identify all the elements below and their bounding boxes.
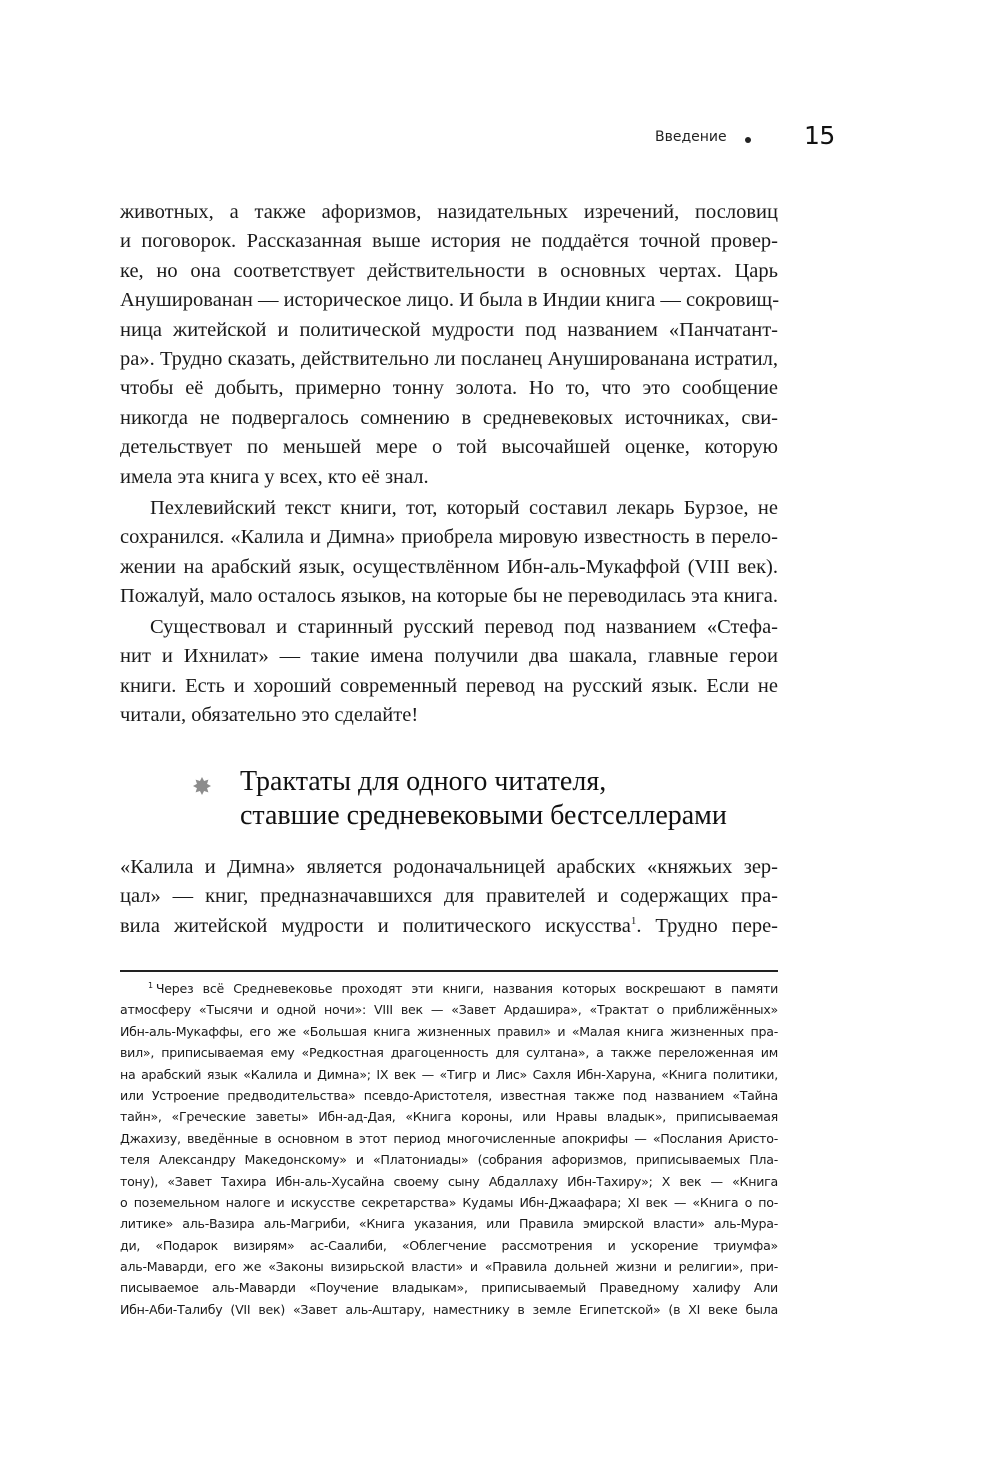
text-line: ра». Трудно сказать, действительно ли посланец Анушированана истратил, <box>120 347 778 370</box>
footnote-line: вил», приписываемая ему «Редкостная драгоценность для султана», а также переложенная им <box>120 1045 778 1061</box>
footnote-line: ди, «Подарок визирям» ас-Саалиби, «Облегчение рассмотрения и ускорение триумфа» <box>120 1237 778 1253</box>
text-line: жении на арабский язык, осуществлённом Ибн-аль-Мукаффой (VIII век). <box>120 555 778 578</box>
text-line: цал» — книг, предназначавшихся для правителей и содержащих пра- <box>120 885 778 908</box>
text-line: ница житейской и политической мудрости под названием «Панчатант- <box>120 318 778 341</box>
footnote-line: Джахизу, введённые в основном в этот период многочисленные апокрифы — «Послания Аристо- <box>120 1130 778 1146</box>
footnote-line: аль-Маварди, его же «Законы визирьской власти» и «Правила дольней жизни и религии», при- <box>120 1259 778 1275</box>
text-line: Анушированан — историческое лицо. И была в Индии книга — сокровищ- <box>120 289 780 312</box>
footnote-line: теля Александру Македонскому» и «Платониады» (собрания афоризмов, приписываемых Пла- <box>120 1152 778 1168</box>
footnote-line: Ибн-аль-Мукаффы, его же «Большая книга жизненных правил» и «Малая книга жизненных пра- <box>120 1023 778 1039</box>
text-segment: . Трудно пере- <box>636 914 779 937</box>
footnote-line <box>120 978 778 999</box>
text-line: Пожалуй, мало осталось языков, на которые бы не переводилась эта книга. <box>120 585 778 608</box>
running-head <box>560 121 835 156</box>
footnote-marker: 1 <box>148 981 153 990</box>
footnote-line: атмосферу «Тысячи и одной ночи»: VIII век — «Завет Ардашира», «Трактат о приближённых» <box>120 1002 778 1018</box>
text-line-with-footnote <box>120 912 778 941</box>
text-line: чтобы её добыть, примерно тонну золота. Но то, что это сообщение <box>120 377 778 400</box>
text-line: детельствует по меньшей мере о той высочайшей оценке, которую <box>120 436 778 459</box>
text-line: никогда не подвергалось сомнению в средневековых источниках, сви- <box>120 406 778 429</box>
paragraph-4 <box>120 853 778 941</box>
footnote-reference[interactable]: 1 <box>630 914 637 927</box>
footnote-line: или Устроение предводительства» псевдо-Аристотеля, известная также под названием «Тайна <box>120 1087 778 1103</box>
section-title: Введение <box>655 129 727 145</box>
text-line: и поговорок. Рассказанная выше история не поддаётся точной провер- <box>120 230 778 253</box>
page-number: 15 <box>804 121 835 150</box>
footnote-line: о поземельном налоге и искусстве секретарства» Кудамы Ибн-Джаафара; XI век — «Книга о по- <box>120 1194 778 1210</box>
eight-point-star-icon <box>193 777 211 795</box>
text-line: Существовал и старинный русский перевод под названием «Стефа- <box>150 616 778 638</box>
text-line: читали, обязательно это сделайте! <box>120 704 419 727</box>
footnote-line: Ибн-Аби-Талибу (VII век) «Завет аль-Аштару, наместнику в земле Египетской» (в XI веке была <box>120 1301 778 1317</box>
paragraph-1 <box>120 198 778 492</box>
text-segment: Через всё Средневековье проходят эти книги, названия которых воскрешают в памяти <box>155 981 778 996</box>
text-line: нит и Ихнилат» — такие имена получили два шакала, главные герои <box>120 645 778 668</box>
text-line: животных, а также афоризмов, назидательных изречений, пословиц <box>120 201 778 223</box>
paragraph-2 <box>120 494 778 612</box>
paragraph-3 <box>120 613 778 731</box>
heading-line: ставшие средневековыми бестселлерами <box>240 800 727 831</box>
footnote-divider <box>120 970 778 972</box>
text-segment: вила житейской мудрости и политического искусства <box>120 914 631 937</box>
text-line: книги. Есть и хороший современный перевод на русский язык. Если не <box>120 674 778 697</box>
footnote <box>120 978 778 1320</box>
heading-text <box>240 765 727 833</box>
separator-dot <box>745 137 751 143</box>
text-line: сохранился. «Калила и Димна» приобрела мировую известность в перело- <box>120 526 778 549</box>
text-line: «Калила и Димна» является родоначальницей арабских «княжьих зер- <box>120 856 778 878</box>
footnote-line: на арабский язык «Калила и Димна»; IX век — «Тигр и Лис» Сахля Ибн-Харуна, «Книга политики, <box>120 1066 778 1082</box>
heading-line: Трактаты для одного читателя, <box>240 766 607 797</box>
text-line: имела эта книга у всех, кто её знал. <box>120 465 429 488</box>
text-line: Пехлевийский текст книги, тот, который составил лекарь Бурзое, не <box>150 497 778 519</box>
footnote-line: литике» аль-Вазира аль-Магриби, «Книга указания, или Правила эмирской власти» аль-Мура- <box>120 1216 778 1232</box>
footnote-line: писываемое аль-Маварди «Поучение владыкам», приписываемый Праведному халифу Али <box>120 1280 778 1296</box>
text-line: ке, но она соответствует действительности в основных чертах. Царь <box>120 259 778 282</box>
footnote-line: тайн», «Греческие заветы» Ибн-ад-Дая, «Книга короны, или Нравы владык», приписываемая <box>120 1109 778 1125</box>
footnote-line: тону), «Завет Тахира Ибн-аль-Хусайна своему сыну Абдаллаху Ибн-Тахиру»; X век — «Книга <box>120 1173 778 1189</box>
